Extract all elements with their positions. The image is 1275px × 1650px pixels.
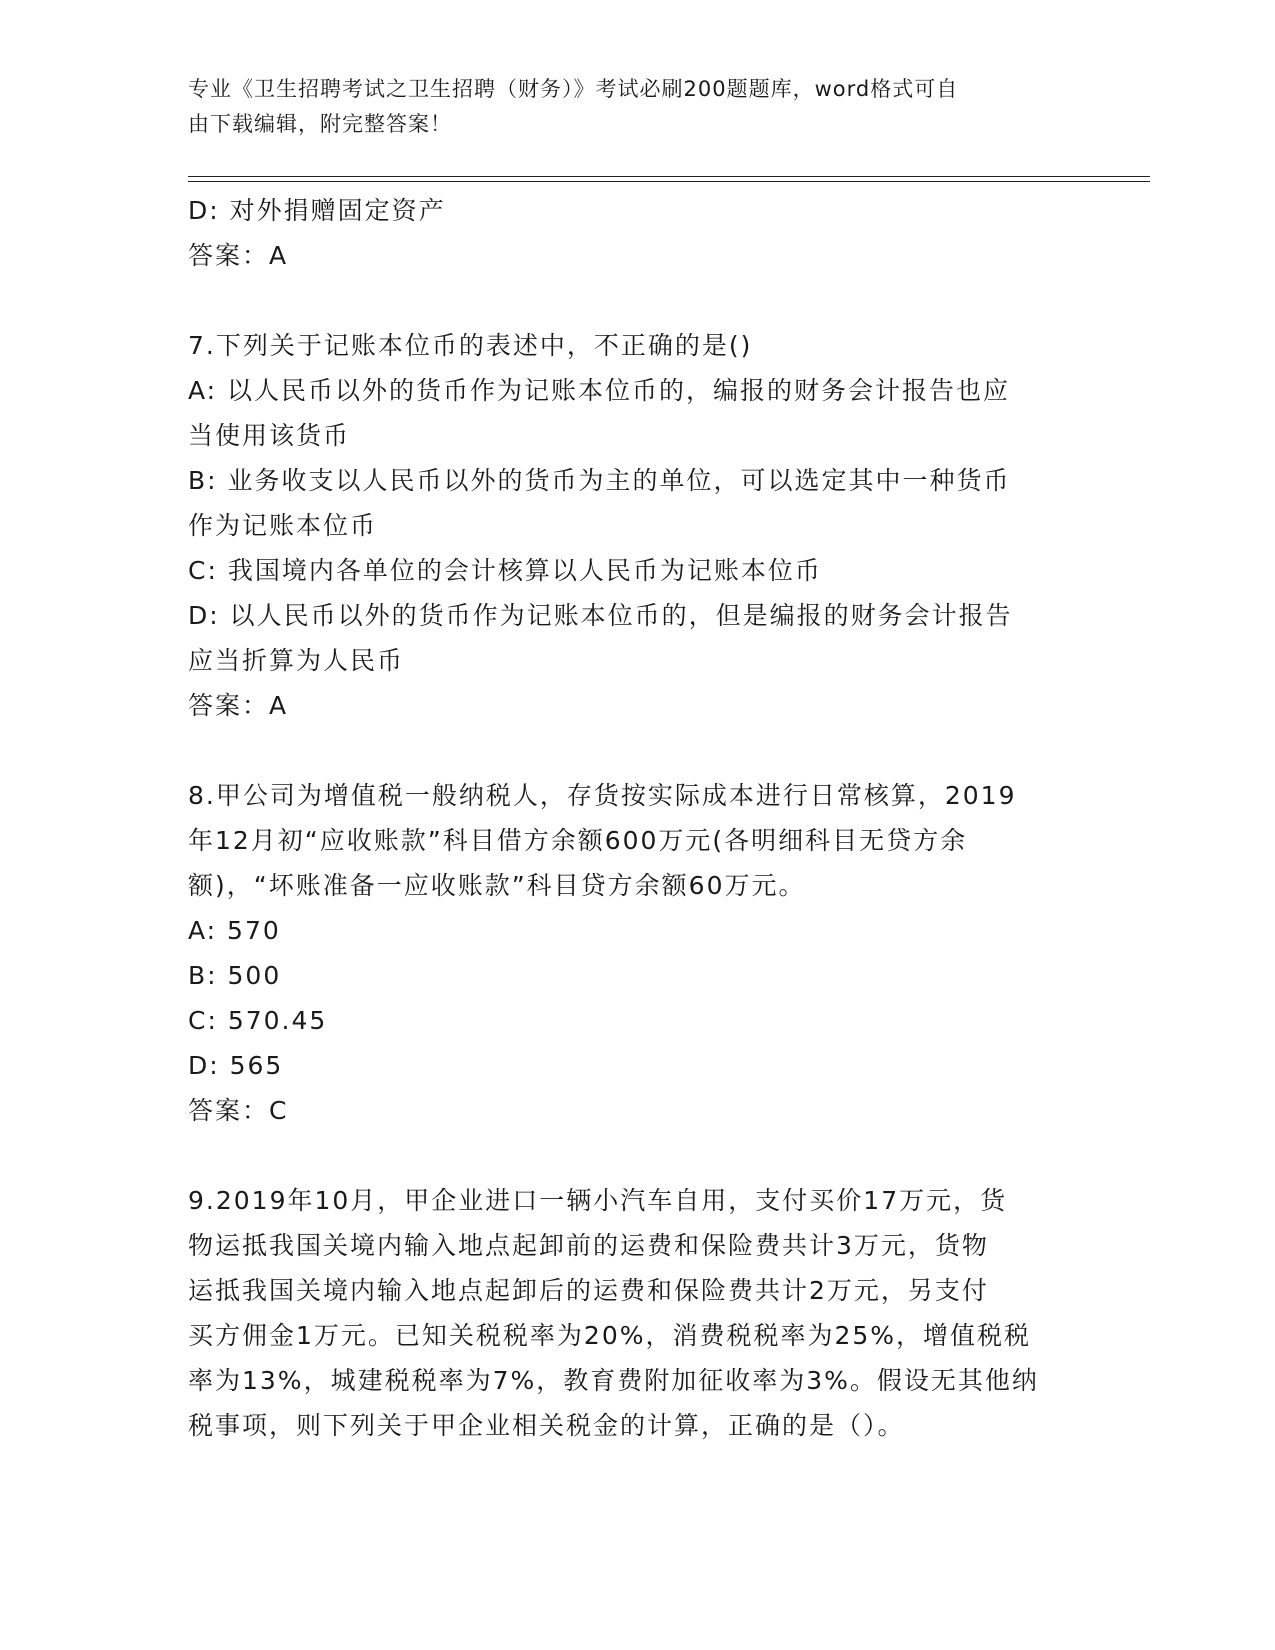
q8-stem-line2: 年12月初“应收账款”科目借方余额600万元(各明细科目无贷方余 xyxy=(188,826,968,855)
q8-option-a: A: 570 xyxy=(188,916,281,945)
document-header xyxy=(188,72,1068,142)
q9-stem-line4: 买方佣金1万元。已知关税税率为20%，消费税税率为25%，增值税税 xyxy=(188,1321,1032,1350)
header-line-1: 专业《卫生招聘考试之卫生招聘（财务）》考试必刷200题题库，word格式可自 xyxy=(188,77,959,101)
q7-option-c: C: 我国境内各单位的会计核算以人民币为记账本位币 xyxy=(188,556,822,585)
q9-stem-line3: 运抵我国关境内输入地点起卸后的运费和保险费共计2万元，另支付 xyxy=(188,1276,989,1305)
spacer xyxy=(188,1133,1068,1178)
q8-option-c: C: 570.45 xyxy=(188,1006,328,1035)
question-7 xyxy=(188,323,1068,728)
question-content xyxy=(188,188,1068,1448)
q7-answer: 答案：A xyxy=(188,691,289,720)
q7-option-b-line2: 作为记账本位币 xyxy=(188,511,378,540)
header-line-2: 由下载编辑，附完整答案！ xyxy=(188,112,452,136)
question-9 xyxy=(188,1178,1068,1448)
q9-stem-line2: 物运抵我国关境内输入地点起卸前的运费和保险费共计3万元，货物 xyxy=(188,1231,989,1260)
spacer xyxy=(188,278,1068,323)
header-divider xyxy=(188,176,1150,182)
q8-stem-line3: 额)，“坏账准备一应收账款”科目贷方余额60万元。 xyxy=(188,871,806,900)
prev-option-d: D: 对外捐赠固定资产 xyxy=(188,196,446,225)
q9-stem-line5: 率为13%，城建税税率为7%，教育费附加征收率为3%。假设无其他纳 xyxy=(188,1366,1039,1395)
question-8 xyxy=(188,773,1068,1133)
q7-option-d-line2: 应当折算为人民币 xyxy=(188,646,405,675)
q7-stem: 7.下列关于记账本位币的表述中，不正确的是() xyxy=(188,331,753,360)
q8-stem-line1: 8.甲公司为增值税一般纳税人，存货按实际成本进行日常核算，2019 xyxy=(188,781,1017,810)
q7-option-a-line1: A: 以人民币以外的货币作为记账本位币的，编报的财务会计报告也应 xyxy=(188,376,1011,405)
q9-stem-line6: 税事项，则下列关于甲企业相关税金的计算，正确的是（）。 xyxy=(188,1411,905,1440)
q7-option-d-line1: D: 以人民币以外的货币作为记账本位币的，但是编报的财务会计报告 xyxy=(188,601,1013,630)
q8-option-b: B: 500 xyxy=(188,961,282,990)
q9-stem-line1: 9.2019年10月，甲企业进口一辆小汽车自用，支付买价17万元，货 xyxy=(188,1186,1008,1215)
q8-option-d: D: 565 xyxy=(188,1051,284,1080)
q8-answer: 答案：C xyxy=(188,1096,289,1125)
spacer xyxy=(188,728,1068,773)
q7-option-a-line2: 当使用该货币 xyxy=(188,421,351,450)
q7-option-b-line1: B: 业务收支以人民币以外的货币为主的单位，可以选定其中一种货币 xyxy=(188,466,1011,495)
prev-answer: 答案：A xyxy=(188,241,289,270)
